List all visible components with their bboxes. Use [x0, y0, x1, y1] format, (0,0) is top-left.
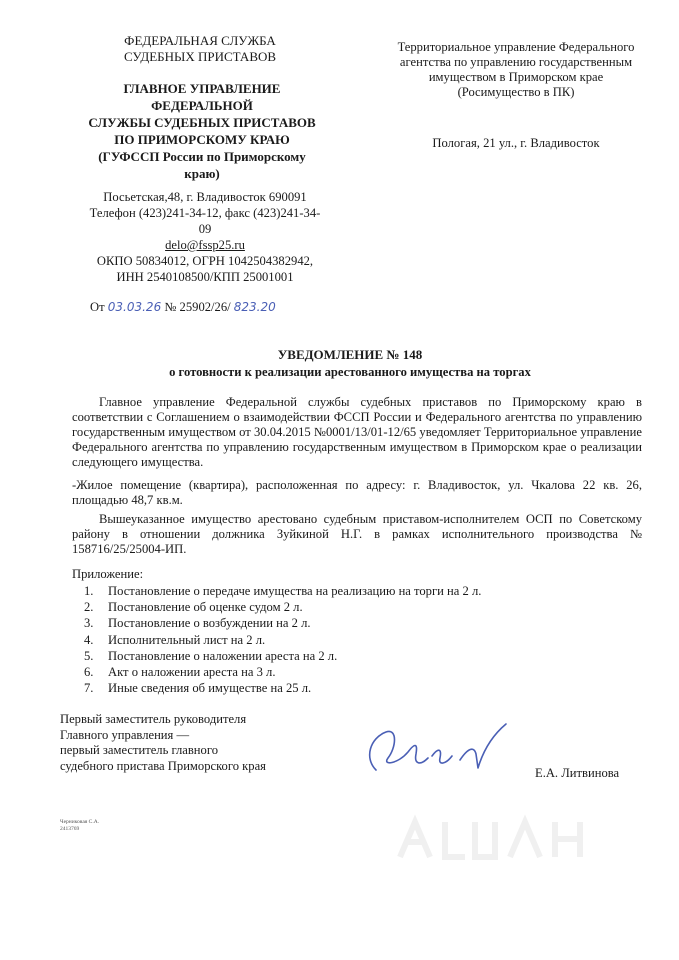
signer-position-line: Главного управления — [60, 727, 190, 742]
sender-department-line: СЛУЖБЫ СУДЕБНЫХ ПРИСТАВОВ [88, 115, 316, 130]
recipient-address: Пологая, 21 ул., г. Владивосток [432, 136, 600, 150]
outgoing-date-handwritten: 03.03.26 [107, 300, 162, 314]
sender-inn-kpp: ИНН 2540108500/КПП 25001001 [116, 270, 294, 284]
signer-position-line: судебного пристава Приморского края [60, 758, 266, 773]
sender-okpo-ogrn: ОКПО 50834012, ОГРН 1042504382942, [96, 254, 314, 268]
appendix-item: 1. Постановление о передаче имущества на реализацию на торги на 2 л. [84, 584, 482, 598]
notice-paragraph-enforcement: Вышеуказанное имущество арестовано судебным приставом-исполнителем ОСП по Советскому району в отношении должника Зуйкиной Н.Г. в рамках исполнительного производства № 158716/25/25004-ИП. [72, 512, 642, 556]
signer-position-line: первый заместитель главного [60, 743, 218, 757]
sender-service-line: ФЕДЕРАЛЬНАЯ СЛУЖБА [124, 33, 276, 48]
notice-title: УВЕДОМЛЕНИЕ № 148 [277, 347, 423, 362]
appendix-item: 7. Иные сведения об имуществе на 25 л. [84, 681, 312, 696]
notice-paragraph-intro: Главное управление Федеральной службы судебных приставов по Приморскому краю в соответствии с Соглашением о взаимодействии ФССП России и Федерального агентства по управлению государственным имуществом от 30.04.2015 №0001/13/01-12/65 уведомляет Территориальное управление Федерального агентства по управлению государственным имуществом в Приморском крае о реализации следующего имущества. [72, 395, 642, 469]
outgoing-from-label: От [90, 300, 105, 314]
sender-street-address: Посьетская,48, г. Владивосток 690091 [103, 190, 307, 204]
notice-subtitle: о готовности к реализации арестованного имущества на торгах [169, 365, 531, 379]
appendix-heading: Приложение: [72, 567, 144, 581]
sender-department-line: (ГУФССП России по Приморскому [98, 149, 306, 164]
appendix-item: 5. Постановление о наложении ареста на 2 л. [84, 648, 338, 663]
handwritten-signature [358, 718, 528, 788]
recipient-org-line: имуществом в Приморском крае [428, 70, 604, 84]
sender-service-line: СУДЕБНЫХ ПРИСТАВОВ [123, 49, 277, 64]
recipient-org-line: агентства по управлению государственным [399, 55, 633, 69]
signer-name: Е.А. Литвинова [535, 766, 620, 780]
sender-department [66, 80, 338, 182]
appendix-list [84, 583, 644, 696]
sender-department-line: ГЛАВНОЕ УПРАВЛЕНИЕ [123, 81, 281, 96]
sender-department-line: краю) [184, 166, 220, 181]
recipient-org-line: (Росимущество в ПК) [457, 85, 575, 99]
faint-stamp-mark [395, 812, 595, 862]
appendix-item: 6. Акт о наложении ареста на 3 л. [84, 665, 276, 680]
sender-phone-continued: 09 [198, 222, 212, 236]
signer-position-line: Первый заместитель руководителя [60, 712, 247, 726]
outgoing-number-handwritten: 823.20 [233, 300, 276, 314]
sender-email-link[interactable]: delo@fssp25.ru [165, 238, 245, 252]
executor-name: Черниковая С.А. [60, 819, 100, 825]
sender-service-name [100, 33, 300, 65]
executor-info [60, 819, 180, 833]
sender-department-line: ФЕДЕРАЛЬНОЙ [151, 98, 253, 113]
appendix-item: 2. Постановление об оценке судом 2 л. [84, 600, 303, 615]
executor-phone: 2413769 [60, 826, 80, 832]
appendix-item: 4. Исполнительный лист на 2 л. [84, 632, 266, 647]
recipient-org-line: Территориальное управление Федерального [397, 40, 635, 54]
sender-phone: Телефон (423)241-34-12, факс (423)241-34- [89, 206, 321, 220]
recipient-organization [380, 40, 652, 100]
signer-position [60, 712, 340, 774]
outgoing-reference [90, 299, 370, 315]
outgoing-number-label: № [164, 300, 177, 314]
sender-department-line: ПО ПРИМОРСКОМУ КРАЮ [114, 132, 290, 147]
outgoing-number: 25902/26/ [179, 300, 231, 314]
notice-paragraph-property: -Жилое помещение (квартира), расположенная по адресу: г. Владивосток, ул. Чкалова 22 кв. 26, площадью 48,7 кв.м. [72, 478, 642, 507]
appendix-item: 3. Постановление о возбуждении на 2 л. [84, 616, 311, 631]
sender-contacts [70, 189, 340, 285]
